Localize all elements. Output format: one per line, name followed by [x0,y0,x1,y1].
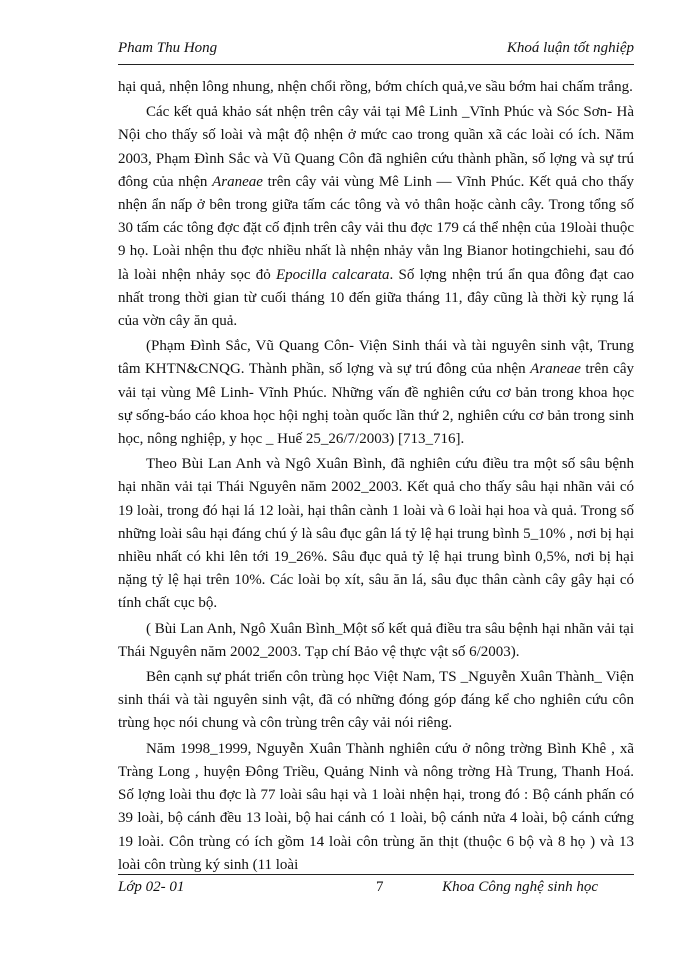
page-number: 7 [376,879,384,895]
reference-paragraph: ( Bùi Lan Anh, Ngô Xuân Bình_Một số kết quả điều tra sâu bệnh hại nhãn vải tại Thái Nguyên năm 2002_2003. Tạp chí Bảo vệ thực vật số 6/2003). [118,620,634,660]
page-footer [118,874,634,901]
paragraph: Năm 1998_1999, Nguyễn Xuân Thành nghiên cứu ở nông trờng Bình Khê , xã Tràng Long , huyện Đông Triều, Quảng Ninh và nông trờng Hà Trung, Thanh Hoá. Số lợng loài thu đợc là 77 loài sâu hại và 1 loài nhện hại, trong đó : Bộ cánh phấn có 39 loài, bộ cánh đều 13 loài, bộ hai cánh có 1 loài, bộ cánh nửa 4 loài, bộ cánh cứng 19 loài. Côn trùng có ích gồm 14 loài côn trùng ăn thịt (thuộc 6 bộ và 8 họ ) và 13 loài côn trùng ký sinh (11 loài [118,740,634,873]
footer-faculty: Khoa Công nghệ sinh học [442,879,598,895]
header-title: Khoá luận tốt nghiệp [506,40,634,56]
paragraph: Các kết quả khảo sát nhện trên cây vải tại Mê Linh _Vĩnh Phúc và Sóc Sơn- Hà Nội cho thấy số loài và mật độ nhện ở mức cao trong quần xã các loài có ích. Năm 2003, Phạm Đình Sắc và Vũ Quang Côn đã nghiên cứu thành phần, số lợng và sự trú đông của nhện Araneae trên cây vải vùng Mê Linh — Vĩnh Phúc. Kết quả cho thấy nhện ẩn nấp ở bên trong giữa tấm các tông và vỏ thân hoặc cành cây. Trong tổng số 30 tấm các tông đợc đặt cố định trên cây vải thu đợc 179 cá thể nhện của 19loài thuộc 9 họ. Loài nhện thu đợc nhiều nhất là nhện nhảy vằn lng Bianor hotingchiehi, sau đó là loài nhện nhảy sọc đỏ Epocilla calcarata. Số lợng nhện trú ẩn qua đông đạt cao nhất trong thời gian từ cuối tháng 10 đến giữa tháng 11, đây cũng là thời kỳ rụng lá của vờn cây ăn quả. [118,104,635,330]
footer-class: Lớp 02- 01 [118,879,185,895]
paragraph: Bên cạnh sự phát triển côn trùng học Việt Nam, TS _Nguyễn Xuân Thành_ Viện sinh thái và tài nguyên sinh vật, đã có những đóng góp đáng kể cho nghiên cứu côn trùng học nói chung và côn trùng trên cây vải nói riêng. [118,669,634,732]
body-text [118,76,634,879]
header-author: Pham Thu Hong [118,40,218,56]
paragraph: Theo Bùi Lan Anh và Ngô Xuân Bình, đã nghiên cứu điều tra một số sâu bệnh hại nhãn vải tại Thái Nguyên năm 2002_2003. Kết quả cho thấy sâu hại nhãn vải có 19 loài, trong đó hại lá 12 loài, hại thân cành 1 loài và 6 loài hại hoa và quả. Trong số những loài sâu hại đáng chú ý là sâu đục gân lá tỷ lệ hại trung bình 5_10% , nơi bị hại nhiều nhất có khi lên tới 19_26%. Sâu đục quả tỷ lệ hại trung bình 0,5%, nơi bị hại nặng tỷ lệ hại trên 10%. Các loài bọ xít, sâu ăn lá, sâu đục thân cành cây gây hại có tính chất cục bộ. [118,456,634,612]
reference-paragraph: (Phạm Đình Sắc, Vũ Quang Côn- Viện Sinh thái và tài nguyên sinh vật, Trung tâm KHTN&CNQG. Thành phần, số lợng và sự trú đông của nhện Araneae trên cây vải tại vùng Mê Linh- Vĩnh Phúc. Những vấn đề nghiên cứu cơ bản trong khoa học sự sống-báo cáo khoa học hội nghị toàn quốc lần thứ 2, nghiên cứu cơ bản trong sinh học, nông nghiệp, y học _ Huế 25_26/7/2003) [713_716]. [118,338,634,448]
paragraph: hại quả, nhện lông nhung, nhện chổi rồng, bớm chích quả,ve sầu bớm hai chấm trắng. [118,79,633,95]
page-header [118,38,634,65]
